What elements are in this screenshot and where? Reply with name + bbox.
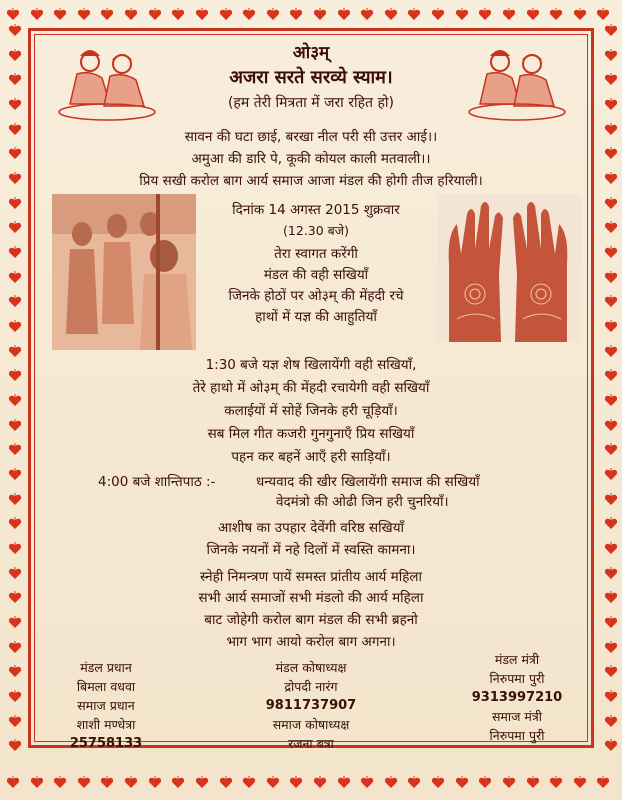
- verse-line: अमुआ की डारि पे, कूकी कोयल काली मतवाली।।: [191, 151, 431, 167]
- footer-name: निरुपमा पुरी: [489, 728, 545, 743]
- heart-icon: [431, 776, 445, 790]
- heart-icon: [596, 8, 610, 22]
- heart-icon: [8, 221, 22, 235]
- heart-icon: [195, 8, 209, 22]
- heart-icon: [455, 776, 469, 790]
- heart-icon: [8, 197, 22, 211]
- heart-icon: [77, 776, 91, 790]
- heart-icon: [53, 8, 67, 22]
- heart-icon: [604, 197, 618, 211]
- heart-icon: [6, 8, 20, 22]
- footer-phone: 9313997210: [471, 690, 563, 705]
- shanti-line: वेदमंत्रो की ओढी जिन हरी चुनरियाँ।: [276, 494, 449, 510]
- heart-icon: [124, 776, 138, 790]
- heart-icon: [8, 320, 22, 334]
- heart-icon: [100, 8, 114, 22]
- heart-icon: [502, 8, 516, 22]
- heart-icon: [100, 776, 114, 790]
- blessing-line: आशीष का उपहार देवेंगी वरिष्ठ सखियाँ: [217, 520, 405, 536]
- heart-icon: [30, 776, 44, 790]
- program-line: तेरे हाथो में ओ३म् की मेंहदी रचायेगी वही सखियाँ: [192, 380, 430, 396]
- heart-icon: [124, 8, 138, 22]
- welcome-line: तेरा स्वागत करेंगी: [274, 246, 358, 262]
- heart-icon: [407, 776, 421, 790]
- heart-icon: [242, 8, 256, 22]
- footer-role: समाज प्रधान: [77, 698, 135, 713]
- footer-right: [452, 650, 582, 745]
- heart-icon: [242, 776, 256, 790]
- verse-line: प्रिय सखी करोल बाग आर्य समाज आजा मंडल की होगी तीज हरियाली।: [139, 173, 483, 189]
- heart-icon: [431, 8, 445, 22]
- heart-icon: [8, 246, 22, 260]
- program-line: 1:30 बजे यज्ञ शेष खिलायेंगी वही सखियाँ,: [205, 357, 417, 373]
- heart-icon: [604, 665, 618, 679]
- heart-icon: [8, 24, 22, 38]
- heart-icon: [53, 776, 67, 790]
- heart-icon: [573, 776, 587, 790]
- footer-center: [241, 658, 381, 753]
- heart-icon: [77, 8, 91, 22]
- heart-icon: [337, 776, 351, 790]
- heart-icon: [407, 8, 421, 22]
- footer-role: मंडल कोषाध्यक्ष: [275, 660, 347, 675]
- heart-icon: [148, 8, 162, 22]
- heart-icon: [384, 8, 398, 22]
- heart-icon: [549, 8, 563, 22]
- footer-name: बिमला वधवा: [76, 679, 136, 694]
- footer-name: शाशी मण्धेत्रा: [76, 717, 136, 732]
- heart-icon: [8, 739, 22, 753]
- heart-icon: [8, 690, 22, 704]
- footer-name: रजना बत्रा: [288, 736, 334, 751]
- mehndi-hands-photo: [437, 194, 581, 342]
- welcome-line: मंडल की वही सखियाँ: [263, 267, 369, 283]
- top-heart-border: [0, 4, 622, 28]
- heart-icon: [360, 776, 374, 790]
- page-title: अजरा सरते सरव्ये स्याम।: [229, 67, 393, 88]
- heart-icon: [148, 776, 162, 790]
- heart-icon: [526, 8, 540, 22]
- welcome-line: जिनके होठों पर ओ३म् की मेंहदी रचे: [228, 288, 404, 304]
- heart-icon: [604, 690, 618, 704]
- verse-line: सावन की घटा छाई, बरखा नील परी सी उत्तर आई।।: [184, 129, 438, 145]
- heart-icon: [8, 493, 22, 507]
- event-time: (12.30 बजे): [283, 223, 349, 238]
- heart-icon: [313, 776, 327, 790]
- footer-name: द्रोपदी नारंग: [284, 679, 338, 694]
- heart-icon: [195, 776, 209, 790]
- invite-line: बाट जोहेगी करोल बाग मंडल की सभी ब्रहनो: [204, 612, 418, 628]
- heart-icon: [478, 776, 492, 790]
- heart-icon: [384, 776, 398, 790]
- shanti-line: धन्यवाद की खीर खिलायेंगी समाज की सखियाँ: [256, 474, 480, 490]
- page-subtitle: (हम तेरी मित्रता में जरा रहित हो): [227, 95, 395, 111]
- heart-icon: [604, 320, 618, 334]
- footer-phone: 9811737907: [265, 698, 357, 713]
- heart-icon: [502, 776, 516, 790]
- footer-role: समाज कोषाध्यक्ष: [272, 717, 350, 732]
- footer-role: समाज मंत्री: [491, 709, 543, 724]
- heart-icon: [8, 271, 22, 285]
- heart-icon: [604, 271, 618, 285]
- heart-icon: [30, 8, 44, 22]
- footer-phone: 25758133: [69, 736, 143, 751]
- invite-line: सभी आर्य समाजों सभी मंडलो की आर्य महिला: [198, 590, 424, 606]
- heart-icon: [337, 8, 351, 22]
- heart-icon: [604, 295, 618, 309]
- heart-icon: [8, 295, 22, 309]
- footer-name: निरुपमा पुरी: [489, 671, 545, 686]
- program-line: पहन कर बहनें आएँ हरी साड़ियाँ।: [231, 449, 391, 465]
- heart-icon: [360, 8, 374, 22]
- heart-icon: [604, 221, 618, 235]
- heart-icon: [171, 8, 185, 22]
- footer-left: [46, 658, 166, 753]
- heart-icon: [604, 24, 618, 38]
- welcome-line: हाथों में यज्ञ की आहुतियाँ: [255, 309, 377, 325]
- heart-icon: [8, 468, 22, 482]
- footer-role: मंडल मंत्री: [494, 652, 540, 667]
- heart-icon: [526, 776, 540, 790]
- heart-icon: [289, 776, 303, 790]
- om-heading: ओ३म्: [292, 43, 330, 63]
- heart-icon: [266, 776, 280, 790]
- footer-role: मंडल प्रधान: [80, 660, 132, 675]
- heart-icon: [596, 776, 610, 790]
- heart-icon: [289, 8, 303, 22]
- heart-icon: [219, 8, 233, 22]
- program-line: सब मिल गीत कजरी गुनगुनाएँ प्रिय सखियाँ: [207, 426, 415, 442]
- heart-icon: [8, 665, 22, 679]
- heart-icon: [604, 246, 618, 260]
- heart-icon: [478, 8, 492, 22]
- heart-icon: [573, 8, 587, 22]
- heart-icon: [604, 715, 618, 729]
- heart-icon: [604, 739, 618, 753]
- heart-icon: [455, 8, 469, 22]
- heart-icon: [171, 776, 185, 790]
- heart-icon: [549, 776, 563, 790]
- bottom-heart-border: [0, 772, 622, 796]
- heart-icon: [604, 493, 618, 507]
- heart-icon: [219, 776, 233, 790]
- shanti-label: 4:00 बजे शान्तिपाठ :-: [98, 474, 216, 490]
- blessing-line: जिनके नयनों में नहे दिलों में स्वस्ति कामना।: [206, 542, 416, 558]
- heart-icon: [313, 8, 327, 22]
- women-photo: [52, 194, 196, 350]
- invite-line: भाग भाग आयो करोल बाग अगना।: [226, 634, 396, 650]
- heart-icon: [6, 776, 20, 790]
- heart-icon: [8, 715, 22, 729]
- heart-icon: [604, 468, 618, 482]
- invite-line: स्नेही निमन्त्रण पायें समस्त प्रांतीय आर्य महिला: [199, 569, 423, 585]
- heart-icon: [266, 8, 280, 22]
- event-date: दिनांक 14 अगस्त 2015 शुक्रवार: [232, 202, 400, 218]
- program-line: कलाईयों में सोहें जिनके हरी चूड़ियाँ।: [224, 403, 398, 419]
